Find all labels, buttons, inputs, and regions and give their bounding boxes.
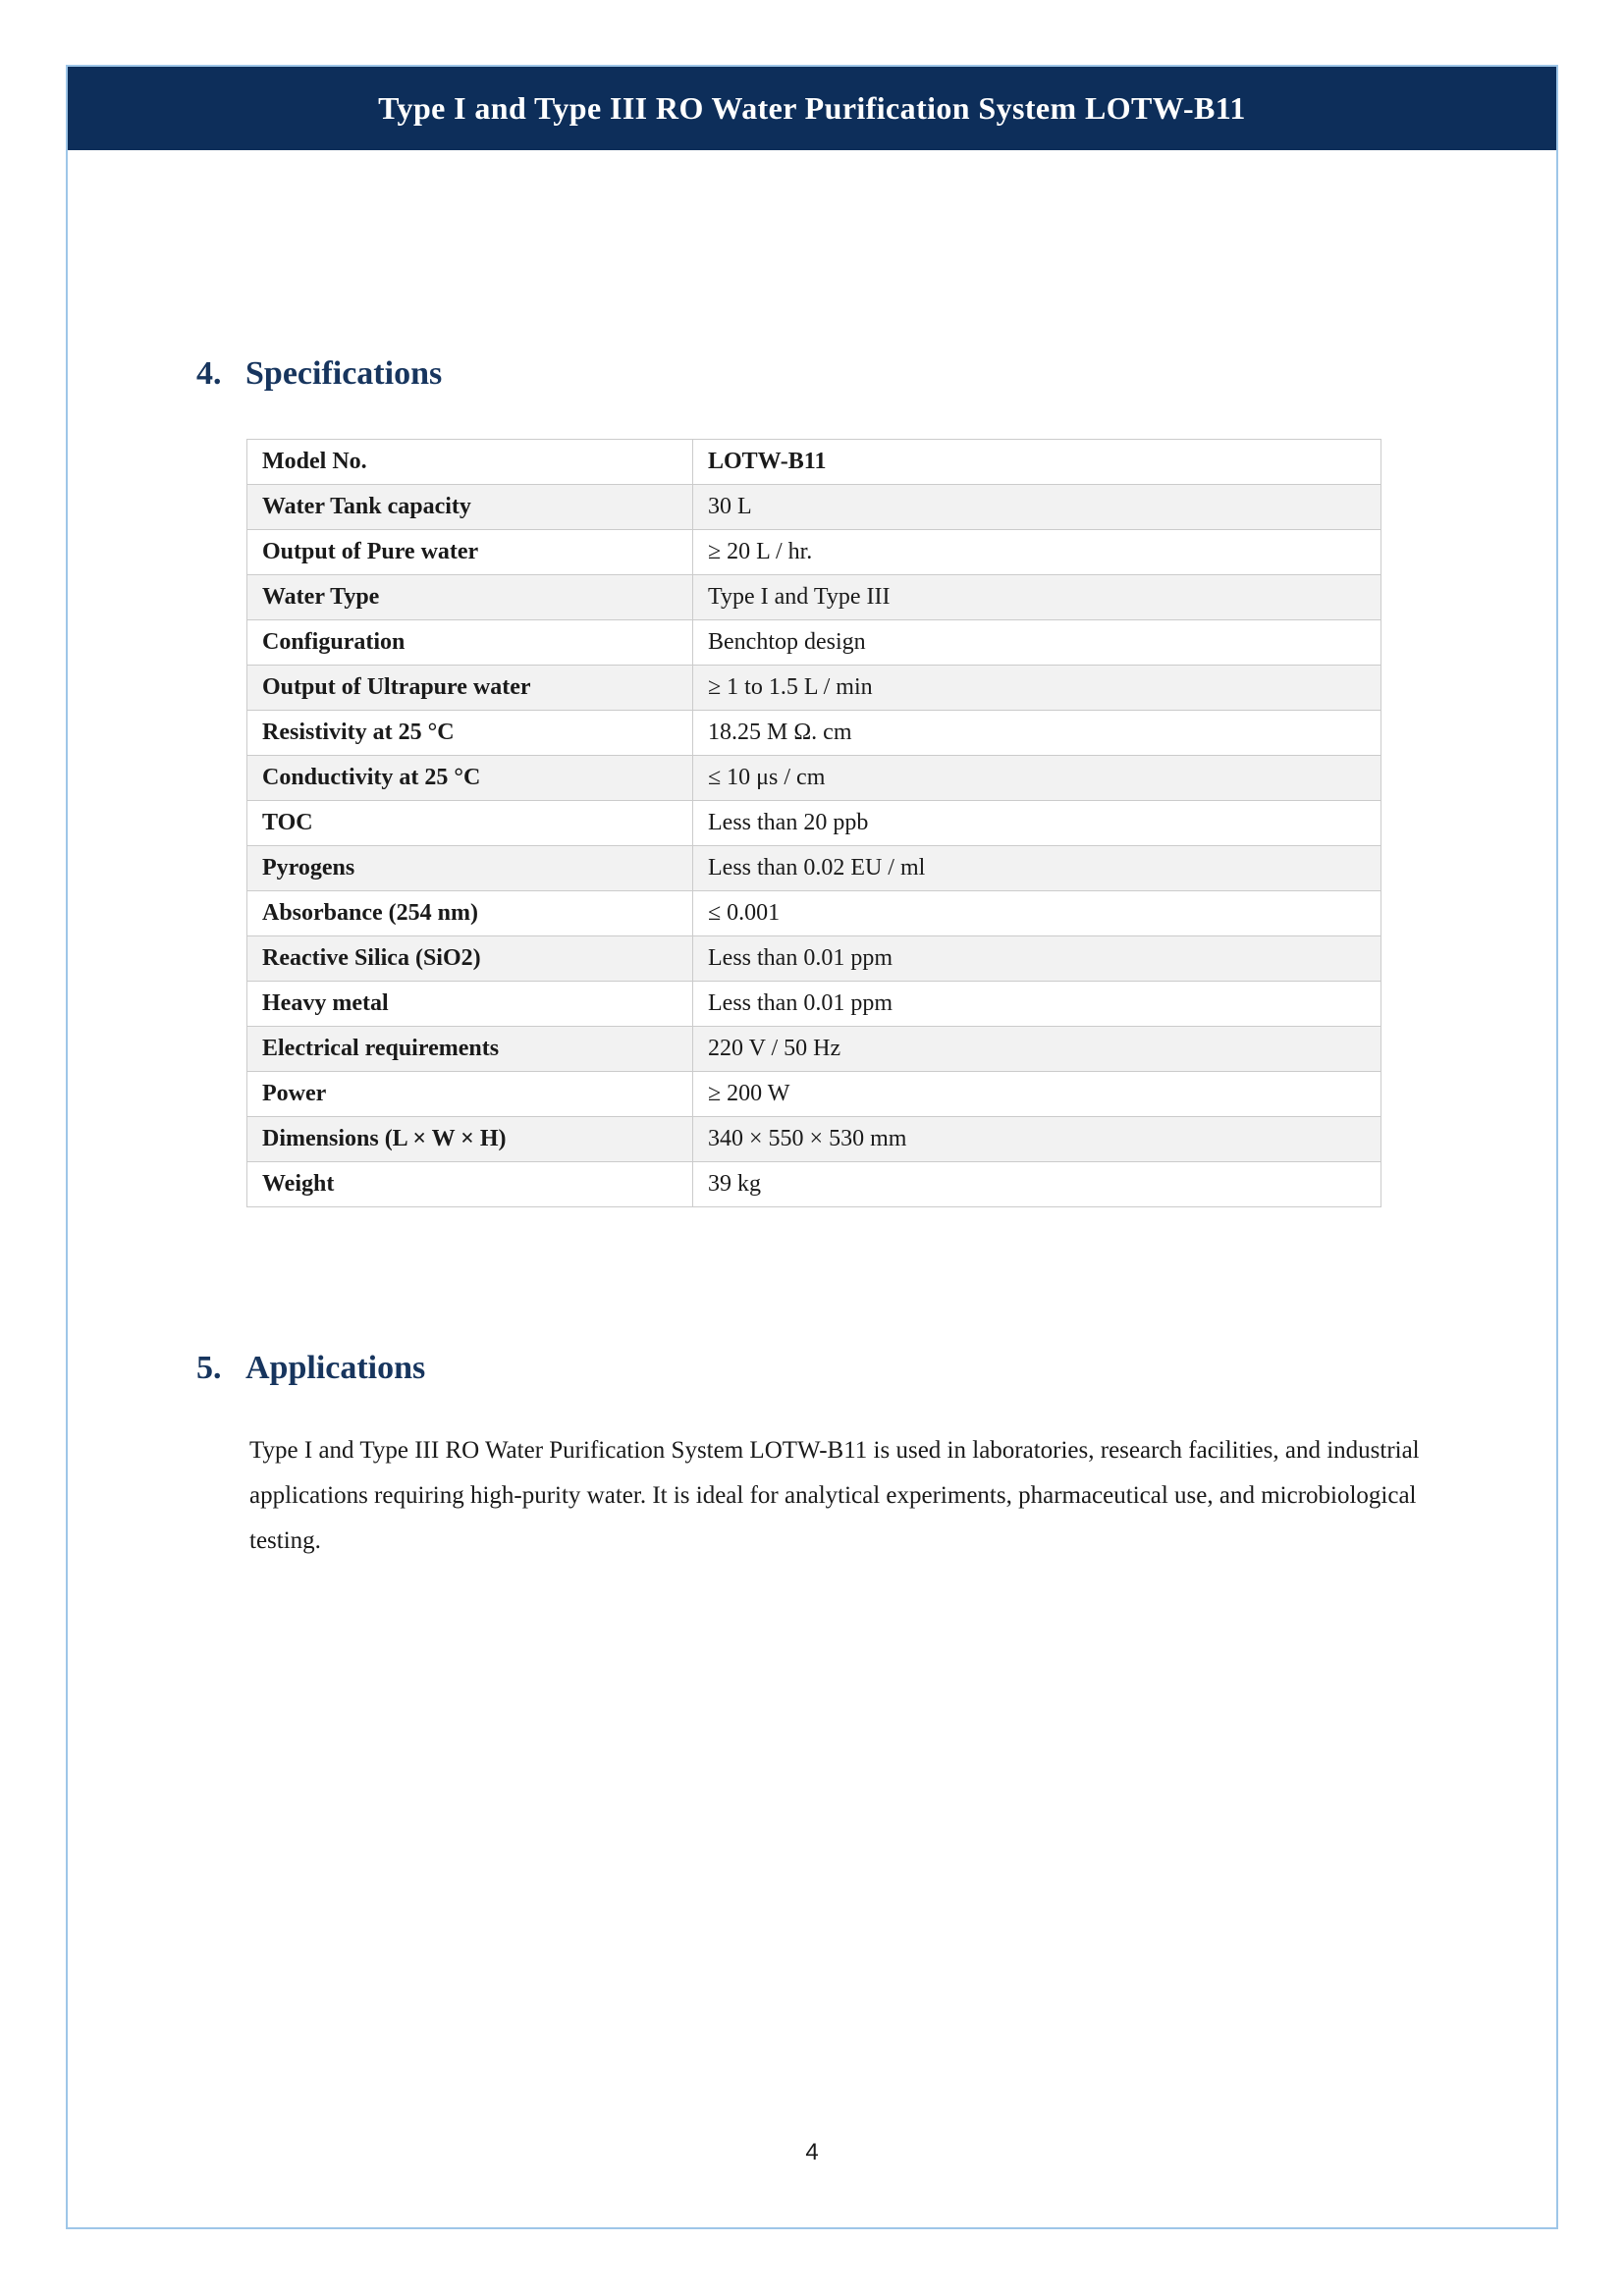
spec-value-cell: ≥ 20 L / hr.	[693, 530, 1381, 575]
table-row	[247, 801, 1381, 846]
spec-value-cell: ≤ 10 μs / cm	[693, 756, 1381, 801]
spec-value-cell: Less than 0.01 ppm	[693, 936, 1381, 982]
spec-value-cell: 39 kg	[693, 1162, 1381, 1207]
spec-label-cell: Conductivity at 25 °C	[247, 756, 693, 801]
spec-label-cell: Water Tank capacity	[247, 485, 693, 530]
table-row	[247, 936, 1381, 982]
applications-section-heading	[196, 1346, 1556, 1391]
spec-label-cell: Output of Pure water	[247, 530, 693, 575]
spec-value-cell: Less than 0.02 EU / ml	[693, 846, 1381, 891]
document-page	[66, 65, 1558, 2229]
spec-value-cell: ≥ 200 W	[693, 1072, 1381, 1117]
table-row	[247, 485, 1381, 530]
applications-section-number: 5.	[196, 1350, 222, 1386]
specifications-section-number: 4.	[196, 355, 222, 392]
spec-label-cell: Model No.	[247, 440, 693, 485]
spec-value-cell: 30 L	[693, 485, 1381, 530]
spec-label-cell: Configuration	[247, 620, 693, 666]
spec-label-cell: Power	[247, 1072, 693, 1117]
spec-value-cell: Type I and Type III	[693, 575, 1381, 620]
spec-label-cell: Absorbance (254 nm)	[247, 891, 693, 936]
spec-label-cell: Electrical requirements	[247, 1027, 693, 1072]
spec-label-cell: Heavy metal	[247, 982, 693, 1027]
table-row	[247, 1072, 1381, 1117]
table-row	[247, 756, 1381, 801]
table-row	[247, 1027, 1381, 1072]
specifications-section-heading	[196, 351, 1556, 397]
spec-value-cell: ≥ 1 to 1.5 L / min	[693, 666, 1381, 711]
spec-value-cell: 220 V / 50 Hz	[693, 1027, 1381, 1072]
table-row	[247, 440, 1381, 485]
spec-label-cell: Dimensions (L × W × H)	[247, 1117, 693, 1162]
spec-label-cell: Resistivity at 25 °C	[247, 711, 693, 756]
spec-label-cell: Water Type	[247, 575, 693, 620]
table-row	[247, 1162, 1381, 1207]
table-row	[247, 530, 1381, 575]
applications-section-title: Applications	[245, 1350, 426, 1386]
spec-value-cell: 340 × 550 × 530 mm	[693, 1117, 1381, 1162]
document-title: Type I and Type III RO Water Purification System LOTW-B11	[378, 90, 1246, 126]
specifications-section-title: Specifications	[245, 355, 443, 392]
table-row	[247, 982, 1381, 1027]
spec-value-cell: ≤ 0.001	[693, 891, 1381, 936]
spec-value-cell: Benchtop design	[693, 620, 1381, 666]
spec-value-cell: Less than 20 ppb	[693, 801, 1381, 846]
spec-value-cell: LOTW-B11	[693, 440, 1381, 485]
table-row	[247, 846, 1381, 891]
table-row	[247, 666, 1381, 711]
header-banner	[68, 67, 1556, 150]
table-row	[247, 575, 1381, 620]
applications-paragraph: Type I and Type III RO Water Purification System LOTW-B11 is used in laboratories, research facilities, and industrial applications requiring high-purity water. It is ideal for analytical experiments, pharmaceutical use, and microbiological testing.	[249, 1437, 1420, 1554]
table-row	[247, 1117, 1381, 1162]
spec-label-cell: Pyrogens	[247, 846, 693, 891]
spec-label-cell: TOC	[247, 801, 693, 846]
spec-label-cell: Output of Ultrapure water	[247, 666, 693, 711]
spec-value-cell: Less than 0.01 ppm	[693, 982, 1381, 1027]
page-number: 4	[805, 2139, 819, 2165]
table-row	[247, 891, 1381, 936]
table-row	[247, 711, 1381, 756]
spec-label-cell: Weight	[247, 1162, 693, 1207]
table-row	[247, 620, 1381, 666]
specifications-table	[246, 439, 1381, 1207]
spec-value-cell: 18.25 M Ω. cm	[693, 711, 1381, 756]
spec-label-cell: Reactive Silica (SiO2)	[247, 936, 693, 982]
